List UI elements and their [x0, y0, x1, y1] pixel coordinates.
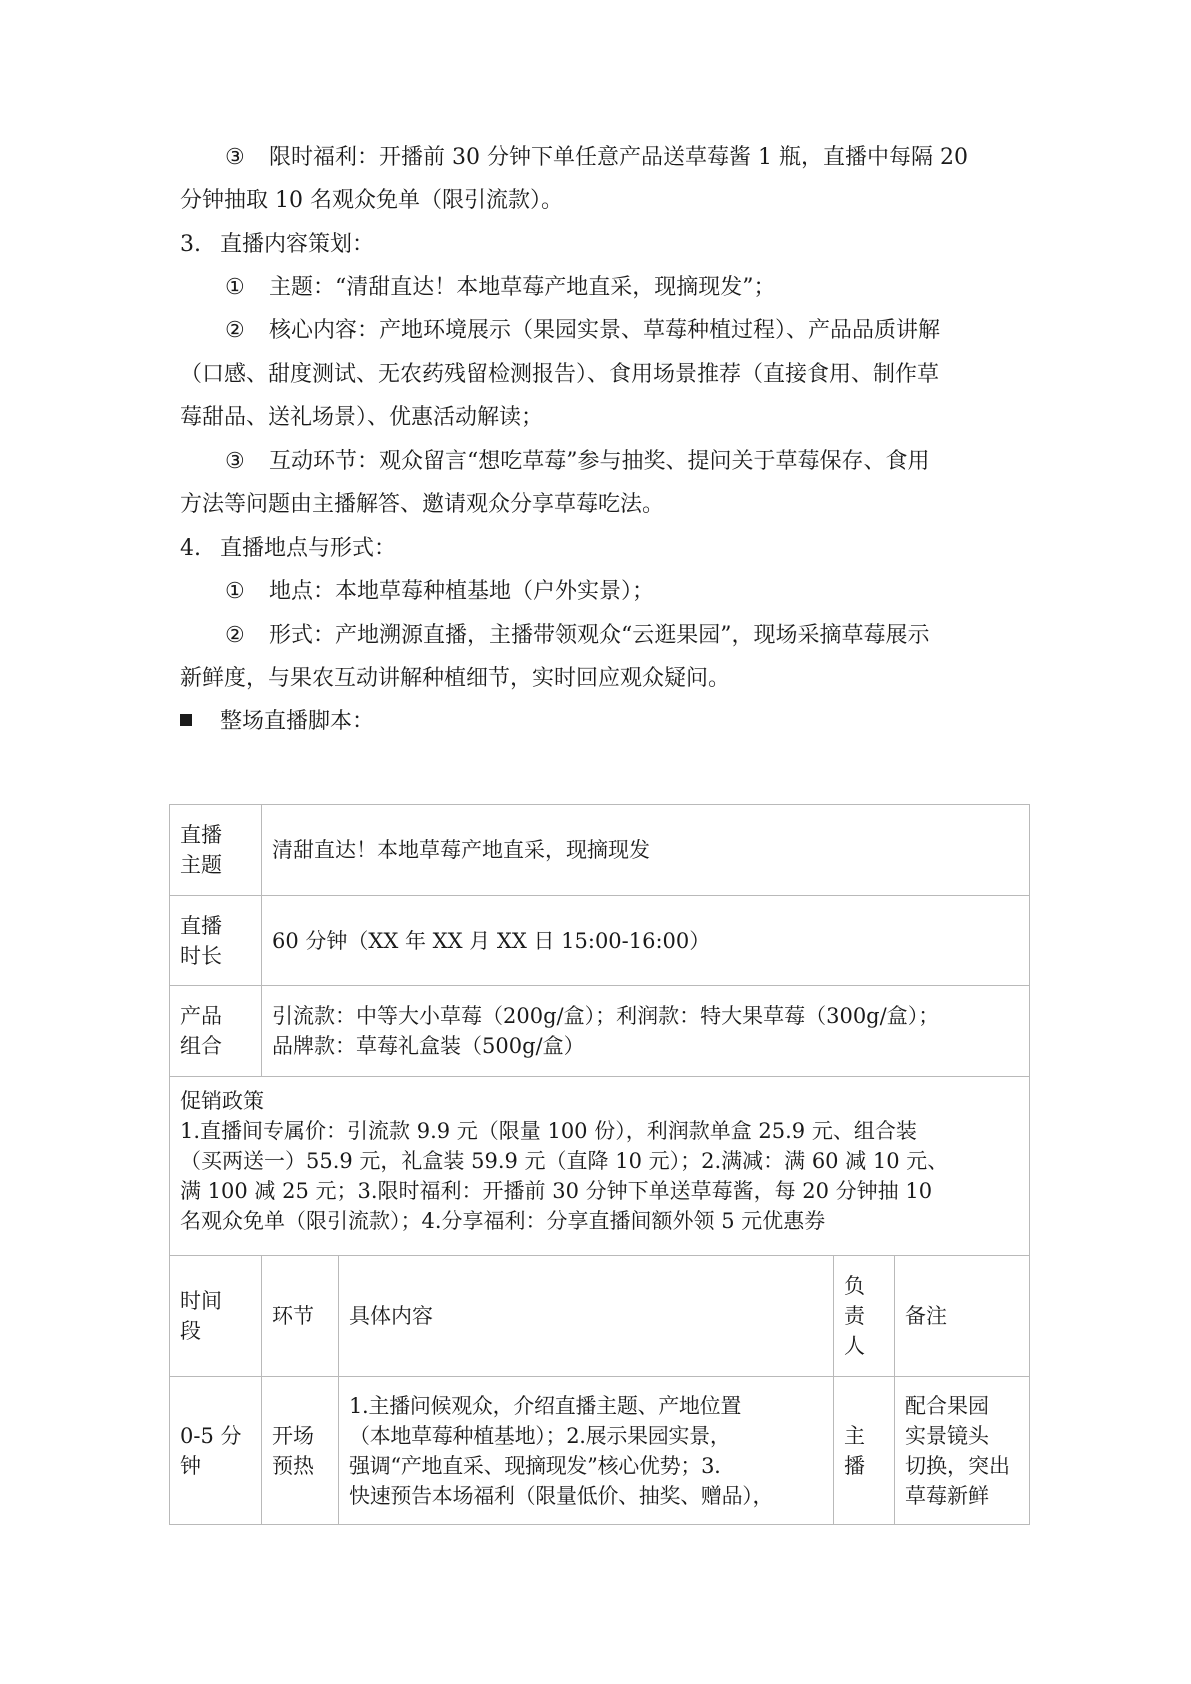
- square-bullet-icon: [180, 714, 192, 726]
- list-marker: ①: [225, 275, 245, 300]
- table-header-row: [170, 1256, 1030, 1377]
- list-item: [225, 316, 1065, 346]
- section-number: 4.: [180, 536, 201, 561]
- stage-cell: 开场 预热: [262, 1377, 339, 1525]
- header-time-cell: 时间 段: [170, 1256, 262, 1377]
- section-title: 直播地点与形式：: [220, 536, 397, 561]
- note-cell: 配合果园 实景镜头 切换，突出 草莓新鲜: [895, 1377, 1030, 1525]
- list-marker: ③: [225, 145, 245, 170]
- header-stage-cell: 环节: [262, 1256, 339, 1377]
- list-item: [225, 273, 1065, 303]
- paragraph-text: 限时福利：开播前 30 分钟下单任意产品送草莓酱 1 瓶，直播中每隔 20: [269, 145, 968, 170]
- paragraph-line: [180, 403, 1020, 433]
- list-item-text: 核心内容：产地环境展示（果园实景、草莓种植过程）、产品品质讲解: [269, 318, 941, 343]
- live-script-table: [169, 804, 1030, 1525]
- list-item-text: 互动环节：观众留言“想吃草莓”参与抽奖、提问关于草莓保存、食用: [269, 449, 930, 474]
- products-value-cell: 引流款：中等大小草莓（200g/盒）；利润款：特大果草莓（300g/盒）； 品牌款：草莓礼盒装（500g/盒）: [262, 986, 1030, 1077]
- list-marker: ①: [225, 579, 245, 604]
- table-row: [170, 986, 1030, 1077]
- paragraph-line: [225, 143, 1065, 173]
- promo-line: 名观众免单（限引流款）；4.分享福利：分享直播间额外领 5 元优惠券: [180, 1209, 826, 1233]
- list-item-text: 地点：本地草莓种植基地（户外实景）；: [269, 579, 655, 604]
- paragraph-text: （口感、甜度测试、无农药残留检测报告）、食用场景推荐（直接食用、制作草: [180, 362, 940, 387]
- content-cell: 1.主播问候观众，介绍直播主题、产地位置 （本地草莓种植基地）；2.展示果园实景， 强调“产地直采、现摘现发”核心优势；3. 快速预告本场福利（限量低价、抽奖、赠品），: [339, 1377, 834, 1525]
- paragraph-line: [180, 664, 1020, 694]
- list-item: [225, 447, 1065, 477]
- header-note-cell: 备注: [895, 1256, 1030, 1377]
- table-row: [170, 1377, 1030, 1525]
- paragraph-line: [180, 360, 1020, 390]
- theme-value-cell: 清甜直达！本地草莓产地直采，现摘现发: [262, 805, 1030, 896]
- header-content-cell: 具体内容: [339, 1256, 834, 1377]
- section-heading: [180, 534, 1020, 564]
- paragraph-line: [180, 490, 1020, 520]
- header-owner-cell: 负 责 人: [834, 1256, 895, 1377]
- duration-label-cell: 直播 时长: [170, 896, 262, 986]
- table-row: [170, 1077, 1030, 1256]
- time-cell: 0-5 分 钟: [170, 1377, 262, 1525]
- products-label-cell: 产品 组合: [170, 986, 262, 1077]
- duration-value-cell: 60 分钟（XX 年 XX 月 XX 日 15:00-16:00）: [262, 896, 1030, 986]
- list-marker: ②: [225, 623, 245, 648]
- promo-policy-cell: [170, 1077, 1030, 1256]
- list-item-text: 形式：产地溯源直播，主播带领观众“云逛果园”，现场采摘草莓展示: [269, 623, 930, 648]
- table-row: [170, 896, 1030, 986]
- script-heading-text: 整场直播脚本：: [220, 709, 375, 734]
- promo-line: 1.直播间专属价：引流款 9.9 元（限量 100 份），利润款单盒 25.9 元、组合装: [180, 1119, 917, 1143]
- paragraph-text: 分钟抽取 10 名观众免单（限引流款）。: [180, 188, 563, 213]
- paragraph-text: 方法等问题由主播解答、邀请观众分享草莓吃法。: [180, 492, 665, 517]
- promo-line: （买两送一）55.9 元，礼盒装 59.9 元（直降 10 元）；2.满减：满 60 减 10 元、: [180, 1149, 949, 1173]
- theme-label-cell: 直播 主题: [170, 805, 262, 896]
- list-item: [225, 577, 1065, 607]
- list-marker: ②: [225, 318, 245, 343]
- script-heading: [180, 707, 1020, 737]
- paragraph-text: 莓甜品、送礼场景）、优惠活动解读；: [180, 405, 544, 430]
- owner-cell: 主 播: [834, 1377, 895, 1525]
- section-title: 直播内容策划：: [220, 232, 375, 257]
- list-item: [225, 621, 1065, 651]
- paragraph-text: 新鲜度，与果农互动讲解种植细节，实时回应观众疑问。: [180, 666, 731, 691]
- list-item-text: 主题：“清甜直达！本地草莓产地直采，现摘现发”；: [269, 275, 776, 300]
- paragraph-line: [180, 186, 1020, 216]
- table-row: [170, 805, 1030, 896]
- list-marker: ③: [225, 449, 245, 474]
- promo-line: 满 100 减 25 元；3.限时福利：开播前 30 分钟下单送草莓酱，每 20 分钟抽 10: [180, 1179, 933, 1203]
- section-heading: [180, 230, 1020, 260]
- section-number: 3.: [180, 232, 201, 257]
- promo-title: 促销政策: [180, 1089, 264, 1113]
